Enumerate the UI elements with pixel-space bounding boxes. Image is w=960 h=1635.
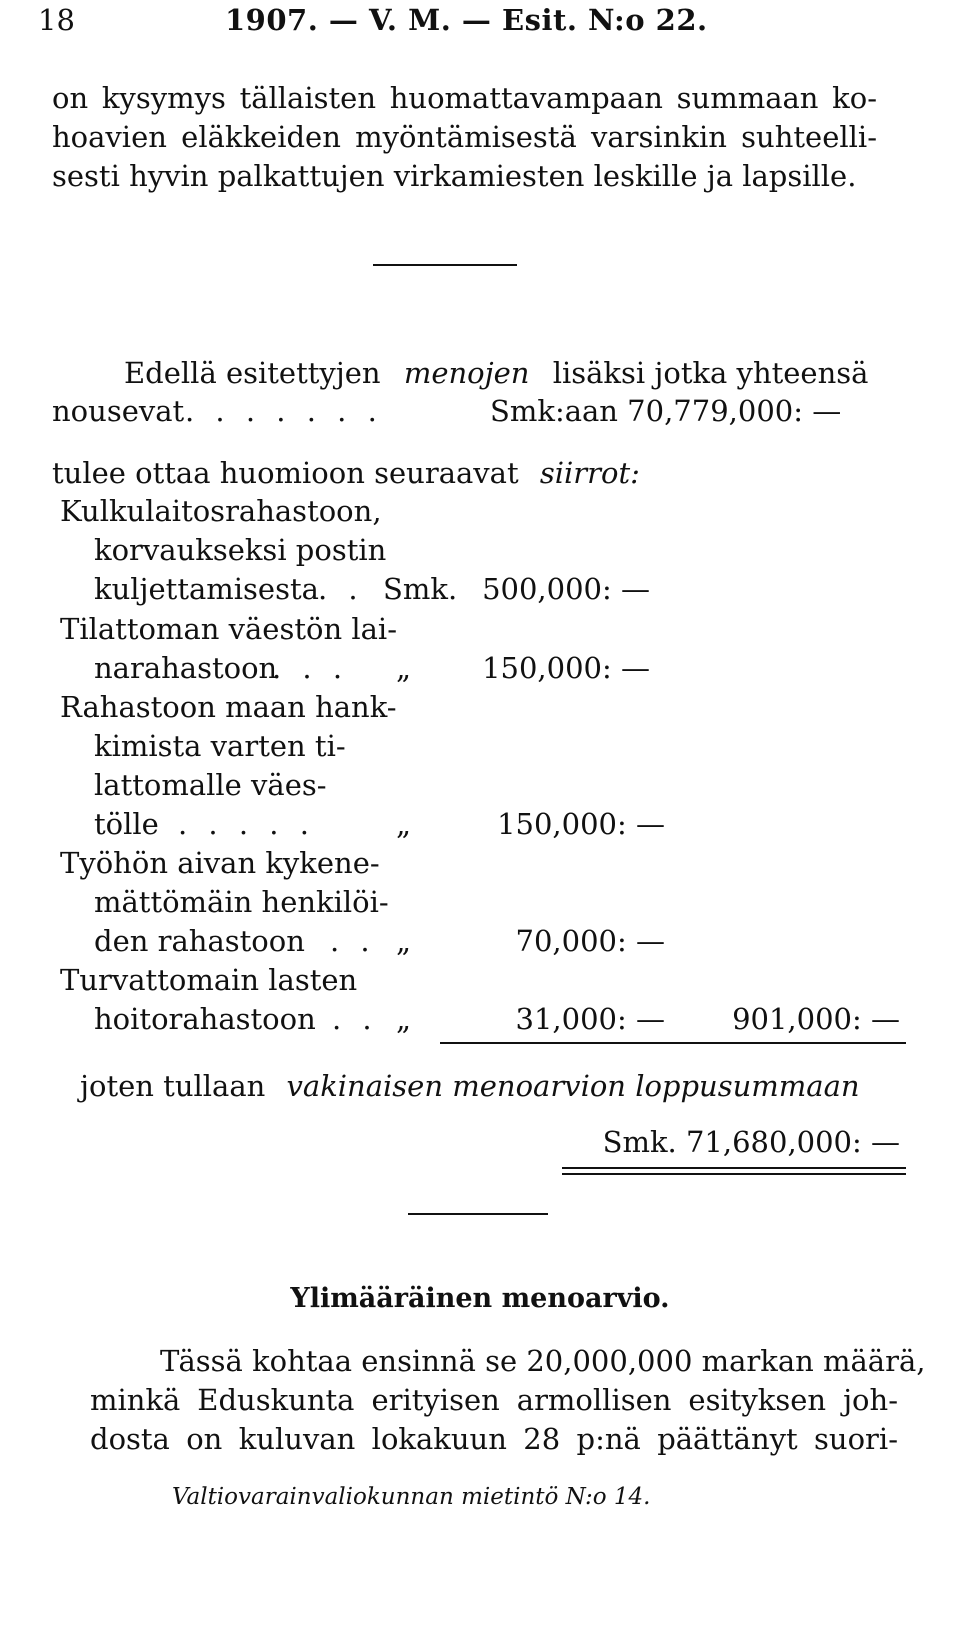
transfer-currency: „	[396, 807, 412, 841]
transfer-line: hoitorahastoon	[94, 1002, 316, 1036]
total-double-rule-bottom	[562, 1173, 906, 1175]
transfer-amount: 150,000: —	[497, 807, 665, 841]
leader-dots: . .	[330, 924, 376, 958]
transfer-amount: 500,000: —	[482, 572, 650, 606]
transfer-line: kimista varten ti-	[94, 729, 346, 763]
para-text: lisäksi jotka yhteensä	[552, 356, 869, 390]
running-head: 1907. — V. M. — Esit. N:o 22.	[225, 3, 708, 37]
transfer-line: kuljettamisesta	[94, 572, 319, 606]
transfers-intro-emphasis: siirrot:	[539, 456, 640, 490]
section-line: dosta on kuluvan lokakuun 28 p:nä päättänyt suori-	[90, 1422, 898, 1456]
page-number: 18	[38, 3, 75, 37]
transfer-currency: „	[396, 924, 412, 958]
transfer-amount: 31,000: —	[515, 1002, 665, 1036]
section-line: minkä Eduskunta erityisen armollisen esityksen joh-	[90, 1383, 898, 1417]
intro-line: on kysymys tällaisten huomattavampaan summaan ko-	[52, 81, 877, 115]
para-label: nousevat	[52, 394, 185, 428]
section-heading: Ylimääräinen menoarvio.	[290, 1283, 670, 1314]
transfer-line: tölle	[94, 807, 159, 841]
para-amount: Smk:aan 70,779,000: —	[490, 394, 842, 428]
transfer-line: den rahastoon	[94, 924, 305, 958]
leader-dots: . . . . . . .	[185, 394, 383, 428]
transfer-line: mättömäin henkilöi-	[94, 885, 389, 919]
divider	[408, 1213, 548, 1215]
para-emphasis: menojen	[403, 356, 530, 390]
transfers-intro-text: tulee ottaa huomioon seuraavat	[52, 456, 519, 490]
transfer-line: Turvattomain lasten	[60, 963, 358, 997]
transfer-line: Kulkulaitosrahastoon,	[60, 494, 382, 528]
transfer-line: Työhön aivan kykene-	[60, 846, 380, 880]
transfer-amount: 150,000: —	[482, 651, 650, 685]
leader-dots: . . .	[272, 651, 349, 685]
transfer-currency: Smk.	[383, 572, 458, 606]
transfer-amount: 70,000: —	[515, 924, 665, 958]
section-line: Tässä kohtaa ensinnä se 20,000,000 markan määrä,	[160, 1344, 926, 1378]
leader-dots: . .	[332, 1002, 378, 1036]
transfer-line: Tilattoman väestön lai-	[60, 612, 397, 646]
divider	[373, 264, 517, 266]
leader-dots: . . . . .	[178, 807, 315, 841]
conclusion-line	[80, 1068, 860, 1104]
transfer-currency: „	[396, 1002, 412, 1036]
para-line	[124, 355, 868, 391]
conclusion-emphasis: vakinaisen menoarvion loppusummaan	[286, 1069, 860, 1103]
transfer-line: korvaukseksi postin	[94, 533, 387, 567]
footer-signature: Valtiovarainvaliokunnan mietintö N:o 14.	[172, 1484, 651, 1510]
total-double-rule-top	[562, 1167, 906, 1169]
transfer-line: lattomalle väes-	[94, 768, 327, 802]
sum-rule	[440, 1042, 906, 1044]
intro-line: hoavien eläkkeiden myöntämisestä varsinkin suhteelli-	[52, 120, 877, 154]
conclusion-text: joten tullaan	[80, 1069, 266, 1103]
intro-line: sesti hyvin palkattujen virkamiesten leskille ja lapsille.	[52, 159, 857, 193]
transfer-total: 901,000: —	[732, 1002, 900, 1036]
grand-total: Smk. 71,680,000: —	[602, 1125, 900, 1159]
transfer-line: narahastoon	[94, 651, 278, 685]
para-text: Edellä esitettyjen	[124, 356, 381, 390]
transfers-intro	[52, 455, 640, 491]
transfer-currency: „	[396, 651, 412, 685]
leader-dots: . .	[318, 572, 364, 606]
transfer-line: Rahastoon maan hank-	[60, 690, 397, 724]
